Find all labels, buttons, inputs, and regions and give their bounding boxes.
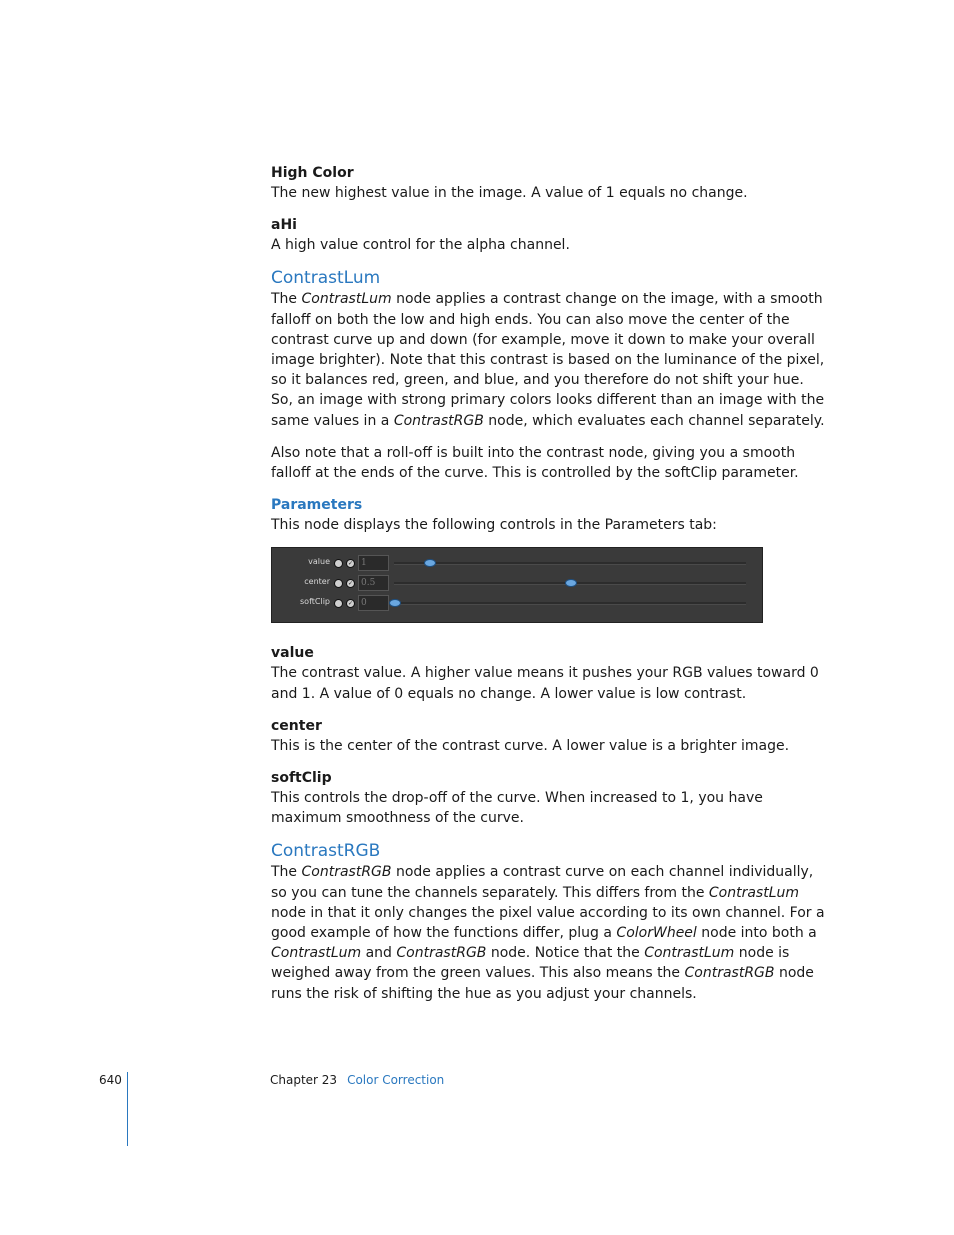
parameters-panel-screenshot	[271, 547, 763, 623]
reset-knob-icon[interactable]	[334, 579, 343, 588]
param-slider-thumb[interactable]	[389, 599, 401, 607]
text-run: node applies a contrast curve on each channel individually, so you can tune the channels separately. This differs from the	[271, 864, 814, 901]
animate-check-icon[interactable]: ✓	[347, 580, 354, 588]
param-label: value	[308, 557, 330, 567]
param-slider-thumb[interactable]	[565, 579, 577, 587]
text-run-italic: ContrastRGB	[396, 945, 487, 962]
chapter-footer	[270, 1073, 444, 1087]
text-run: and	[361, 945, 397, 962]
param-slider-thumb[interactable]	[424, 559, 436, 567]
param-label: center	[304, 577, 330, 587]
desc-softclip: This controls the drop-off of the curve. When increased to 1, you have maximum smoothness of the curve.	[271, 790, 763, 827]
param-row-value	[272, 554, 762, 574]
animate-check-icon[interactable]: ✓	[347, 600, 354, 608]
chapter-label: Chapter 23	[270, 1073, 338, 1087]
term-softclip: softClip	[271, 770, 332, 787]
desc-high-color: The new highest value in the image. A value of 1 equals no change.	[271, 185, 748, 201]
param-value-field[interactable]: 0.5	[358, 575, 389, 591]
text-run-italic: ContrastRGB	[684, 965, 775, 982]
text-run-italic: ColorWheel	[616, 925, 697, 942]
animate-check-icon[interactable]: ✓	[347, 560, 354, 568]
text-run: node, which evaluates each channel separately.	[483, 412, 825, 429]
footer-rule	[127, 1072, 128, 1146]
text-run: node is weighed away from the green values. This also means the	[271, 945, 790, 982]
page-number: 640	[99, 1073, 122, 1087]
desc-value: The contrast value. A higher value means it pushes your RGB values toward 0 and 1. A value of 0 equals no change. A lower value is low contrast.	[271, 665, 819, 702]
params-intro: This node displays the following controls in the Parameters tab:	[271, 517, 717, 534]
param-label: softClip	[300, 597, 330, 607]
term-high-color: High Color	[271, 165, 354, 181]
text-run-italic: ContrastRGB	[301, 864, 392, 881]
param-slider-track[interactable]	[394, 602, 746, 605]
param-value-field[interactable]: 0	[358, 595, 389, 611]
text-run-italic: ContrastRGB	[393, 412, 484, 429]
chapter-title-link[interactable]: Color Correction	[347, 1073, 445, 1087]
text-run: node in that it only changes the pixel value according to its own channel. For a good example of how the functions differ, plug a	[271, 904, 825, 942]
para-contrastrgb-1	[271, 862, 827, 1003]
reset-knob-icon[interactable]	[334, 599, 343, 608]
para-contrastlum-2: Also note that a roll-off is built into the contrast node, giving you a smooth falloff at the ends of the curve. This is controlled by the softClip parameter.	[271, 444, 799, 482]
heading-parameters: Parameters	[271, 497, 363, 514]
text-run: node applies a contrast change on the image, with a smooth falloff on both the low and high ends. You can also move the center of the contrast curve up and down (for example, move it down to make your overall image brighter). Note that this contrast is based on the luminance of the pixel, so it balances red, green, and blue, and you therefore do not shift your hue. So, an image with strong primary colors looks different than an image with the same values in a	[271, 291, 825, 429]
page-content	[271, 163, 827, 1016]
text-run-italic: ContrastLum	[708, 884, 800, 901]
text-run: node into both a	[696, 925, 817, 942]
term-value: value	[271, 645, 314, 662]
text-run: node runs the risk of shifting the hue as you adjust your channels.	[271, 965, 814, 1002]
para-contrastlum-1	[271, 289, 827, 430]
param-slider-track[interactable]	[394, 582, 746, 585]
desc-center: This is the center of the contrast curve. A lower value is a brighter image.	[271, 737, 790, 754]
param-row-softclip	[272, 594, 762, 614]
heading-contrastrgb: ContrastRGB	[271, 841, 381, 862]
reset-knob-icon[interactable]	[334, 559, 343, 568]
param-slider-track[interactable]	[394, 562, 746, 565]
param-row-center	[272, 574, 762, 594]
desc-ahi: A high value control for the alpha channel.	[271, 237, 570, 254]
term-center: center	[271, 717, 322, 734]
text-run: node. Notice that the	[486, 945, 645, 962]
heading-contrastlum: ContrastLum	[271, 268, 381, 289]
text-run-italic: ContrastLum	[644, 945, 735, 962]
param-value-field[interactable]: 1	[358, 555, 389, 571]
text-run: The	[271, 291, 302, 308]
text-run: The	[271, 864, 302, 881]
text-run-italic: ContrastLum	[271, 945, 362, 962]
text-run-italic: ContrastLum	[301, 291, 392, 308]
term-ahi: aHi	[271, 217, 297, 234]
